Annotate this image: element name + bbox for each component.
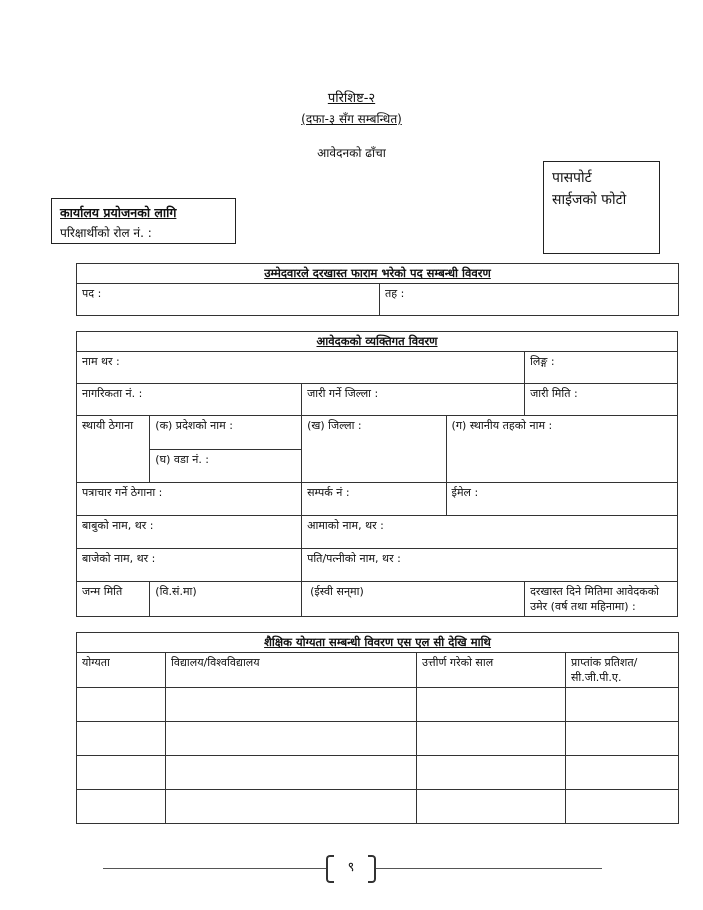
column-qualification: योग्यता [77, 653, 166, 688]
office-use-heading: कार्यालय प्रयोजनको लागि [60, 205, 177, 220]
qualification-cell[interactable] [77, 790, 166, 824]
level-field[interactable]: तह : [380, 284, 679, 316]
passed-year-cell[interactable] [417, 790, 566, 824]
education-details-table [76, 632, 679, 824]
right-bracket-icon [368, 855, 376, 883]
table-row [77, 722, 679, 756]
table-row [77, 756, 679, 790]
post-section-heading: उम्मेदवारले दरखास्त फाराम भरेको पद सम्बन्धी विवरण [77, 264, 679, 284]
column-percentage-cgpa: प्राप्तांक प्रतिशत/सी.जी.पी.ए. [566, 653, 679, 688]
passed-year-cell[interactable] [417, 756, 566, 790]
permanent-address-label: स्थायी ठेगाना [77, 416, 150, 483]
name-field[interactable]: नाम थर : [77, 352, 525, 384]
annex-subtitle: (दफा-३ सँग सम्बन्धित) [301, 112, 402, 126]
qualification-cell[interactable] [77, 756, 166, 790]
form-title: आवेदनको ढाँचा [317, 146, 386, 160]
photo-box-line1: पासपोर्ट [552, 170, 592, 186]
grandfather-name-field[interactable]: बाजेको नाम, थर : [77, 549, 302, 582]
post-field[interactable]: पद : [77, 284, 380, 316]
age-at-application-field[interactable]: दरखास्त दिने मितिमा आवेदकको उमेर (वर्ष तथा महिनामा) : [525, 582, 678, 617]
spouse-name-field[interactable]: पति/पत्नीको नाम, थर : [302, 549, 678, 582]
column-institution: विद्यालय/विश्वविद्यालय [166, 653, 417, 688]
contact-number-field[interactable]: सम्पर्क नं : [302, 483, 446, 516]
dob-bs-field[interactable]: (वि.सं.मा) [150, 582, 302, 617]
issue-district-field[interactable]: जारी गर्ने जिल्ला : [302, 384, 525, 416]
photo-box-line2: साईजको फोटो [552, 192, 627, 208]
personal-details-table [76, 331, 678, 617]
province-field[interactable]: (क) प्रदेशको नाम : [150, 416, 302, 450]
page-number-box [326, 855, 376, 881]
post-details-table [76, 263, 679, 316]
institution-cell[interactable] [166, 688, 417, 722]
percentage-cell[interactable] [566, 688, 679, 722]
local-level-field[interactable]: (ग) स्थानीय तहको नाम : [446, 416, 677, 483]
passport-photo-box [543, 161, 660, 254]
institution-cell[interactable] [166, 790, 417, 824]
passed-year-cell[interactable] [417, 722, 566, 756]
citizenship-number-field[interactable]: नागरिकता नं. : [77, 384, 302, 416]
dob-label: जन्म मिति [77, 582, 150, 617]
annex-title: परिशिष्ट-२ [327, 91, 376, 106]
ward-field[interactable]: (घ) वडा नं. : [150, 450, 302, 483]
roll-number-field[interactable]: परिक्षार्थीको रोल नं. : [60, 226, 152, 240]
table-row [77, 790, 679, 824]
qualification-cell[interactable] [77, 688, 166, 722]
qualification-cell[interactable] [77, 722, 166, 756]
gender-field[interactable]: लिङ्ग : [525, 352, 678, 384]
district-field[interactable]: (ख) जिल्ला : [302, 416, 446, 483]
issue-date-field[interactable]: जारी मिति : [525, 384, 678, 416]
left-bracket-icon [326, 855, 334, 883]
percentage-cell[interactable] [566, 722, 679, 756]
table-row [77, 688, 679, 722]
percentage-cell[interactable] [566, 756, 679, 790]
page-number: ९ [347, 860, 355, 875]
email-field[interactable]: ईमेल : [446, 483, 677, 516]
percentage-cell[interactable] [566, 790, 679, 824]
footer-rule-left [103, 868, 326, 869]
mother-name-field[interactable]: आमाको नाम, थर : [302, 516, 678, 549]
mailing-address-field[interactable]: पत्राचार गर्ने ठेगाना : [77, 483, 302, 516]
institution-cell[interactable] [166, 756, 417, 790]
personal-section-heading: आवेदकको व्यक्तिगत विवरण [77, 332, 678, 352]
office-use-box [51, 198, 236, 244]
dob-ad-field[interactable]: (ईस्वी सन्‌मा) [302, 582, 525, 617]
footer-rule-right [376, 868, 602, 869]
father-name-field[interactable]: बाबुको नाम, थर : [77, 516, 302, 549]
passed-year-cell[interactable] [417, 688, 566, 722]
education-section-heading: शैक्षिक योग्यता सम्बन्धी विवरण एस एल सी देखि माथि [77, 633, 679, 653]
institution-cell[interactable] [166, 722, 417, 756]
column-passed-year: उत्तीर्ण गरेको साल [417, 653, 566, 688]
